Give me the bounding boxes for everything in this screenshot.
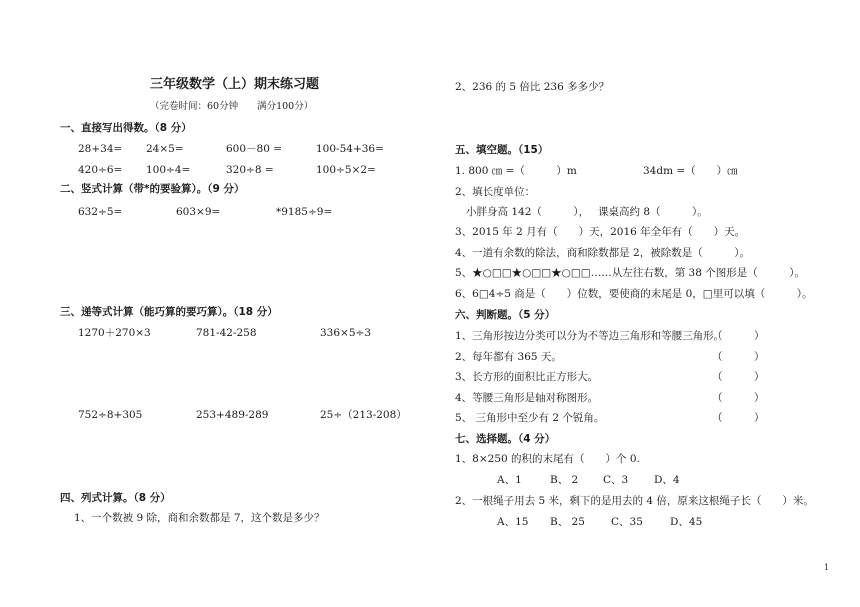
s1-item: 600－80 = — [226, 143, 283, 155]
s1-item: 420÷6= — [78, 164, 123, 176]
s6-statement: 5、 三角形中至少有 2 个锐角。 — [455, 412, 605, 424]
s6-statement: 1、三角形按边分类可以分为不等边三角形和等腰三角形。 — [455, 330, 725, 342]
s5-q3: 3、2015 年 2 月有（ ）天，2016 年全年有（ ）天。 — [455, 226, 746, 238]
section-1-heading: 一、直接写出得数。（8 分） — [60, 122, 192, 134]
s5-q2: 2、填长度单位： — [455, 186, 536, 198]
s7-option: B、 2 — [550, 474, 579, 486]
section-5-heading: 五、填空题。（15） — [455, 144, 549, 156]
section-4-heading: 四、列式计算。（8 分） — [60, 492, 171, 504]
section-7-heading: 七、选择题。（4 分） — [455, 433, 556, 445]
s1-item: 320÷8 = — [226, 164, 274, 176]
s5-q2b: 课桌高约 8（ ）。 — [598, 206, 708, 218]
s3-item: 781-42-258 — [196, 327, 257, 339]
s5-q4: 4、一道有余数的除法，商和除数都是 2，被除数是（ ）。 — [455, 247, 750, 259]
s3-item: 25÷（213-208） — [320, 409, 407, 421]
s3-item: 1270＋270×3 — [78, 327, 151, 339]
s1-item: 100-54+36= — [316, 143, 384, 155]
s6-answer-blank: （ ） — [712, 351, 765, 363]
s7-question-2: 2、一根绳子用去 5 米，剩下的是用去的 4 倍，原来这根绳子长（ ）米。 — [455, 495, 814, 507]
s2-item: 632÷5= — [78, 206, 123, 218]
s7-option: D、4 — [654, 474, 680, 486]
s6-answer-blank: （ ） — [712, 371, 765, 383]
s1-item: 28+34= — [78, 143, 123, 155]
s5-q5: 5、★○□□★○□□★○□□……从左往右数，第 38 个图形是（ ）。 — [455, 267, 805, 279]
s6-answer-blank: （ ） — [712, 392, 765, 404]
s5-q2a: 小胖身高 142（ ）， — [466, 206, 590, 218]
s7-option: C、35 — [611, 516, 643, 528]
page-title: 三年级数学（上）期末练习题 — [150, 77, 320, 92]
s1-item: 24×5= — [146, 143, 184, 155]
page-subtitle: （完卷时间：60分钟 满分100分） — [150, 101, 314, 112]
s7-option: C、3 — [603, 474, 629, 486]
s5-q6: 6、6□4÷5 商是（ ）位数，要使商的末尾是 0，□里可以填（ ）。 — [455, 288, 813, 300]
s5-q1a: 1. 800 ㎝ =（ ）m — [455, 165, 577, 177]
s2-item: *9185÷9= — [276, 206, 333, 218]
s7-option: B、 25 — [550, 516, 585, 528]
s5-q1b: 34dm =（ ）㎝ — [643, 165, 738, 177]
s4-question-1: 1、一个数被 9 除，商和余数都是 7，这个数是多少？ — [74, 512, 325, 524]
s3-item: 752÷8+305 — [78, 409, 143, 421]
s3-item: 336×5÷3 — [320, 327, 371, 339]
s6-answer-blank: （ ） — [712, 412, 765, 424]
section-2-heading: 二、竖式计算（带*的要验算）。（9 分） — [60, 183, 245, 195]
s6-statement: 4、等腰三角形是轴对称图形。 — [455, 392, 599, 404]
s2-item: 603×9= — [176, 206, 221, 218]
s6-answer-blank: （ ） — [712, 330, 765, 342]
page-number: 1 — [824, 563, 830, 572]
section-6-heading: 六、判断题。（5 分） — [455, 309, 556, 321]
s7-option: A、15 — [497, 516, 529, 528]
s6-statement: 2、每年都有 365 天。 — [455, 351, 562, 363]
s7-option: A、1 — [497, 474, 522, 486]
s1-item: 100÷5×2= — [316, 164, 376, 176]
section-3-heading: 三、递等式计算（能巧算的要巧算）。（18 分） — [60, 306, 278, 318]
s4-question-2: 2、236 的 5 倍比 236 多多少？ — [455, 81, 610, 93]
s1-item: 100÷4= — [146, 164, 191, 176]
s6-statement: 3、长方形的面积比正方形大。 — [455, 371, 599, 383]
s7-option: D、45 — [670, 516, 703, 528]
s7-question-1: 1、8×250 的积的末尾有（ ）个 0. — [455, 453, 640, 465]
s3-item: 253+489-289 — [196, 409, 269, 421]
